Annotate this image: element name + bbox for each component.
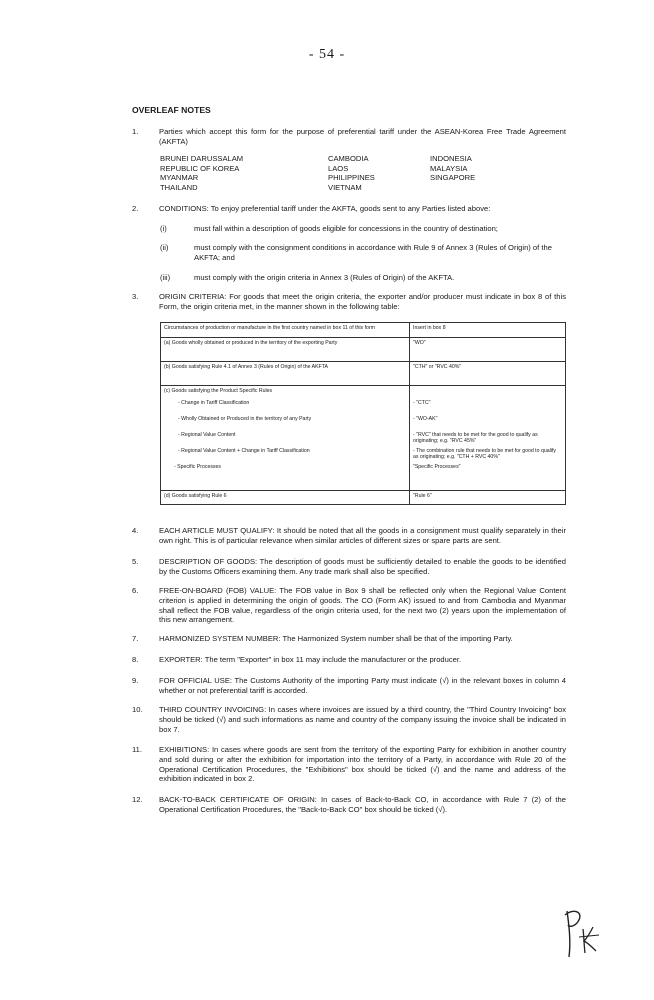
country-name: CAMBODIA	[328, 154, 369, 163]
note-number: 1.	[132, 127, 139, 136]
country-name: LAOS	[328, 163, 349, 173]
note-number: 11.	[132, 745, 142, 754]
note-text: Parties which accept this form for the purpose of preferential tariff under the ASEAN-Korea Free Trade Agreement (AKFTA)	[159, 127, 566, 146]
page-number: - 54 -	[308, 47, 346, 62]
table-cell: "CTH" or "RVC 40%"	[410, 362, 566, 386]
condition-item-2	[160, 243, 566, 263]
note-text: EXHIBITIONS: In cases where goods are sent from the territory of the exporting Party for exhibition in another country and sold during or after the exhibition for importation into the territory of a Party, in accordance with Rule 20 of the Operational Certification Procedures, the "Exhibitions" box should be ticked (√) and the name and address of the exhibition indicated in box 2.	[159, 745, 566, 784]
note-number: 12.	[132, 795, 143, 804]
condition-item-1	[160, 224, 566, 234]
table-cell: (a) Goods wholly obtained or produced in the territory of the exporting Party	[161, 338, 410, 362]
psr-item: - Wholly Obtained or Produced in the territory of any Party	[178, 416, 312, 423]
note-item-12	[132, 795, 566, 815]
table-cell: (b) Goods satisfying Rule 4.1 of Annex 3 (Rules of Origin) of the AKFTA	[161, 362, 410, 386]
note-text: CONDITIONS: To enjoy preferential tariff under the AKFTA, goods sent to any Parties listed above:	[159, 204, 491, 213]
condition-item-3	[160, 273, 566, 283]
note-item-7	[132, 634, 566, 644]
note-text: THIRD COUNTRY INVOICING: In cases where invoices are issued by a third country, the "Third Country Invoicing" box should be ticked (√) and such informations as name and country of the company issuing the invoice shall be indicated in box 7.	[159, 705, 566, 734]
note-item-4	[132, 526, 566, 546]
table-row	[161, 362, 566, 386]
country-name: REPUBLIC OF KOREA	[160, 163, 240, 173]
table-row	[161, 491, 566, 505]
note-text: FOR OFFICIAL USE: The Customs Authority of the importing Party must indicate (√) in the relevant boxes in column 4 whether or not preferential tariff is accorded.	[159, 676, 566, 695]
condition-number: (ii)	[160, 243, 169, 252]
note-item-10	[132, 705, 566, 734]
note-text: FREE-ON-BOARD (FOB) VALUE: The FOB value in Box 9 shall be reflected only when the Regional Value Content criterion is applied in determining the origin of goods. The CO (Form AK) issued to and from Cambodia and Myanmar shall reflect the FOB value, regardless of the origin criteria used, for the next two (2) years upon the implementation of this new arrangement.	[159, 586, 566, 625]
header-insert-box-8: Insert in box 8	[410, 323, 566, 338]
psr-item: - Regional Value Content	[178, 432, 236, 439]
note-item-2	[132, 204, 566, 214]
country-name: BRUNEI DARUSSALAM	[160, 154, 244, 163]
country-name: INDONESIA	[430, 154, 472, 163]
psr-item: - Specific Processes	[174, 464, 221, 471]
note-item-1	[132, 127, 566, 147]
note-number: 4.	[132, 526, 139, 535]
country-column-2	[328, 154, 375, 192]
country-name: THAILAND	[160, 182, 198, 192]
table-row-psr	[161, 386, 566, 491]
condition-text: must comply with the origin criteria in Annex 3 (Rules of Origin) of the AKFTA.	[194, 273, 455, 282]
psr-title: (c) Goods satisfying the Product Specific Rules	[164, 388, 273, 394]
handwritten-initials-signature	[555, 905, 605, 960]
country-column-1	[160, 154, 243, 192]
origin-criteria-table	[160, 322, 566, 505]
psr-item: - Change in Tariff Classification	[178, 400, 250, 407]
note-number: 8.	[132, 655, 139, 664]
note-item-11	[132, 745, 566, 784]
psr-code: "Specific Processes"	[413, 464, 461, 470]
country-name: MYANMAR	[160, 173, 199, 183]
note-text: DESCRIPTION OF GOODS: The description of goods must be sufficiently detailed to enable the goods to be identified by the Customs Officers examining them. Any trade mark shall also be specified.	[159, 557, 566, 576]
table-cell: (d) Goods satisfying Rule 6	[161, 491, 410, 505]
psr-code: - "WO-AK"	[413, 416, 438, 422]
note-number: 6.	[132, 586, 139, 595]
table-cell	[161, 386, 410, 491]
note-number: 2.	[132, 204, 139, 213]
table-cell: "WO"	[410, 338, 566, 362]
psr-code: - "RVC" that needs to be met for the good to qualify as originating; e.g. "RVC 45%"	[413, 432, 538, 445]
note-number: 5.	[132, 557, 139, 566]
note-item-3	[132, 292, 566, 312]
note-item-6	[132, 586, 566, 625]
note-text: EXPORTER: The term "Exporter" in box 11 may include the manufacturer or the producer.	[159, 655, 462, 664]
country-name: PHILIPPINES	[328, 173, 375, 183]
header-circumstances: Circumstances of production or manufacture in the first country named in box 11 of this form	[161, 323, 410, 338]
note-number: 7.	[132, 634, 139, 643]
note-number: 9.	[132, 676, 139, 685]
table-row	[161, 338, 566, 362]
note-number: 3.	[132, 292, 139, 301]
note-number: 10.	[132, 705, 143, 714]
note-text: ORIGIN CRITERIA: For goods that meet the origin criteria, the exporter and/or producer must indicate in box 8 of this Form, the origin criteria met, in the manner shown in the following table:	[159, 292, 566, 311]
condition-number: (i)	[160, 224, 167, 233]
overleaf-notes-heading: OVERLEAF NOTES	[132, 105, 211, 115]
table-header-row	[161, 323, 566, 338]
note-item-8	[132, 655, 566, 665]
psr-code: - The combination rule that needs to be met for good to qualify as originating; e.g. "CTH + RVC 40%"	[413, 448, 556, 461]
note-item-5	[132, 557, 566, 577]
condition-text: must fall within a description of goods eligible for concessions in the country of destination;	[194, 224, 498, 233]
psr-item: - Regional Value Content + Change in Tariff Classification	[178, 448, 310, 455]
psr-code: - "CTC"	[413, 400, 431, 406]
condition-text: must comply with the consignment conditions in accordance with Rule 9 of Annex 3 (Rules of Origin) of the AKFTA; and	[194, 243, 552, 262]
table-cell	[410, 386, 566, 491]
condition-number: (iii)	[160, 273, 171, 282]
note-text: EACH ARTICLE MUST QUALIFY: It should be noted that all the goods in a consignment must qualify separately in their own right. This is of particular relevance when similar articles of different sizes or spare parts are sent.	[159, 526, 566, 545]
country-name: MALAYSIA	[430, 163, 468, 173]
country-name: SINGAPORE	[430, 173, 476, 183]
table-cell: "Rule 6"	[410, 491, 566, 505]
country-column-3	[430, 154, 475, 183]
note-item-9	[132, 676, 566, 696]
country-name: VIETNAM	[328, 182, 362, 192]
note-text: HARMONIZED SYSTEM NUMBER: The Harmonized System number shall be that of the importing Party.	[159, 634, 513, 643]
note-text: BACK-TO-BACK CERTIFICATE OF ORIGIN: In cases of Back-to-Back CO, in accordance with Rule 7 (2) of the Operational Certification Procedures, the "Back-to-Back CO" box should be ticked (√).	[159, 795, 566, 814]
